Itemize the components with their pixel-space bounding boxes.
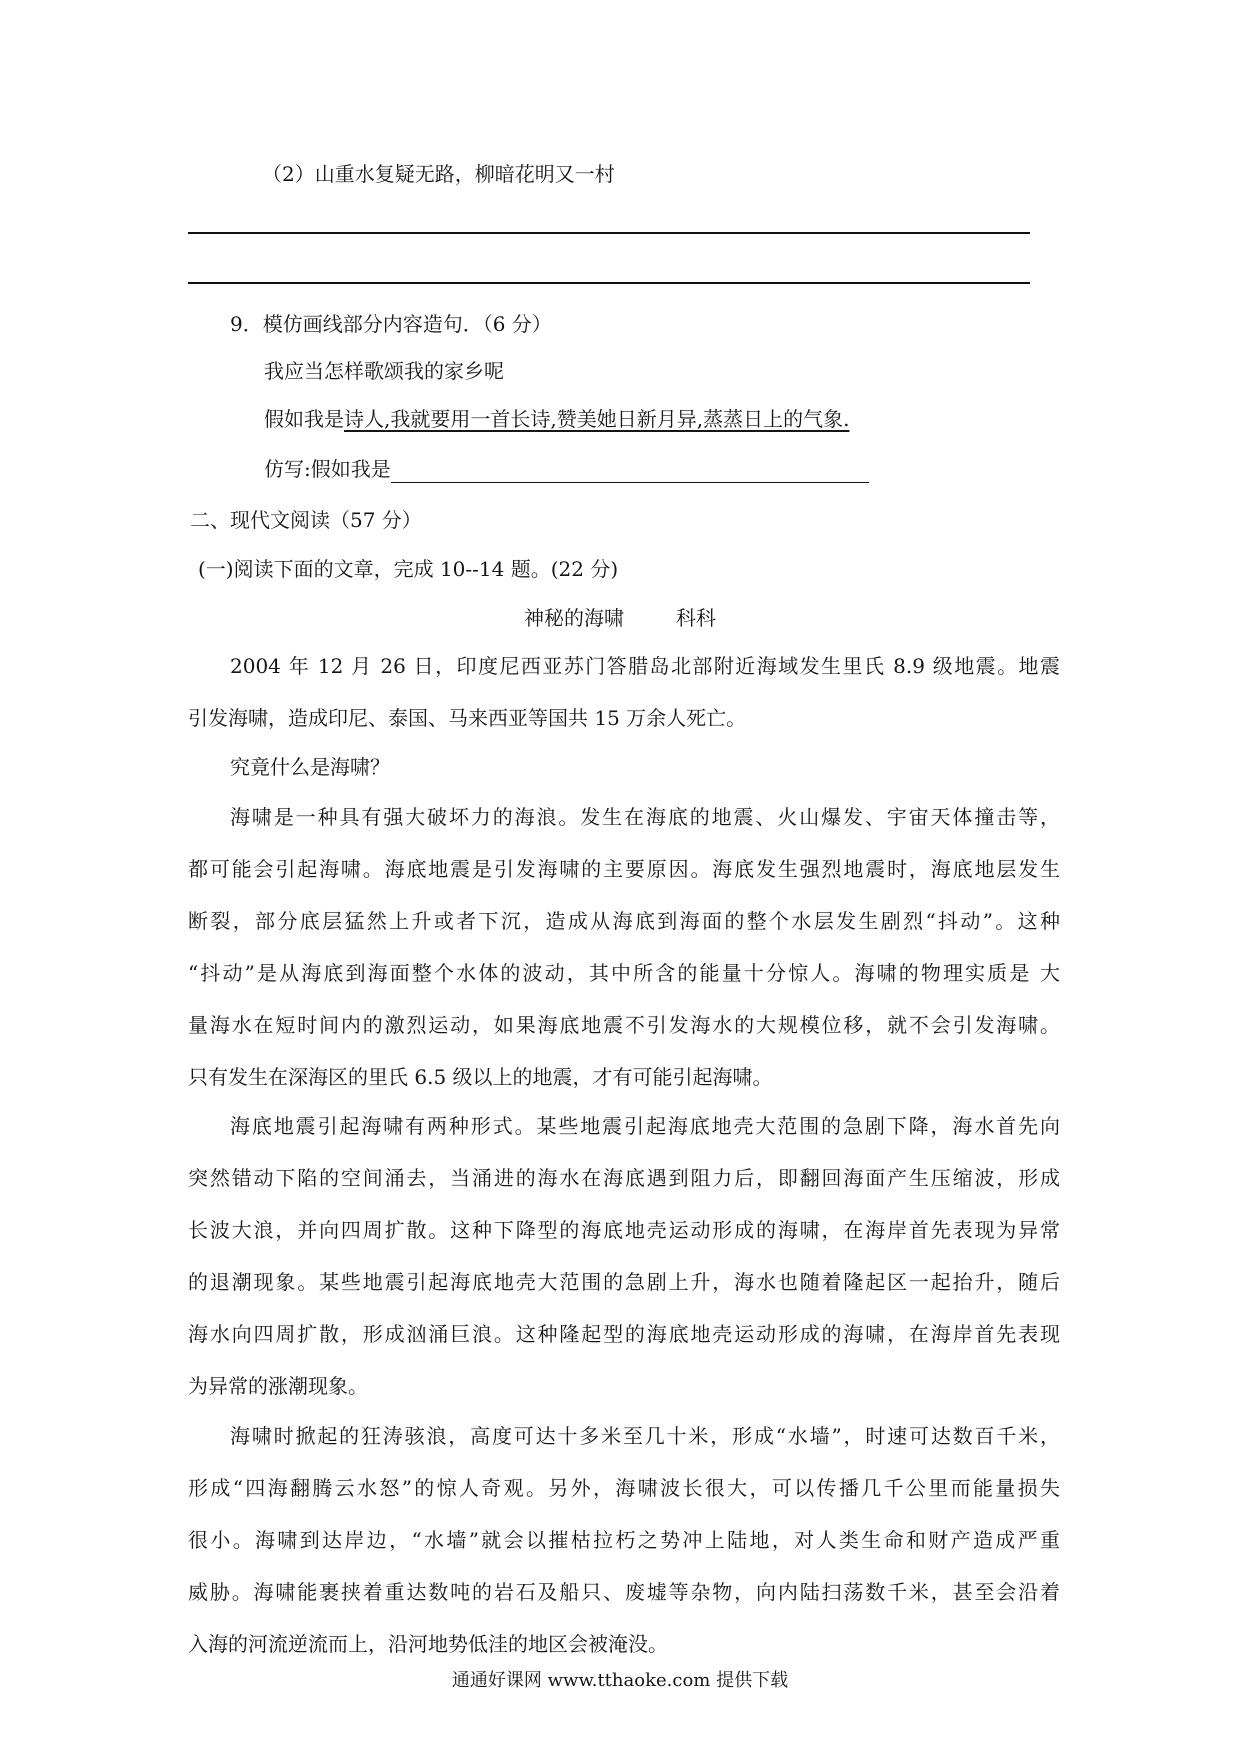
q8-item-2: （2）山重水复疑无路，柳暗花明又一村	[262, 162, 615, 186]
example-prefix: 假如我是	[264, 407, 344, 431]
paragraph-line: 只有发生在深海区的里氏 6.5 级以上的地震，才有可能引起海啸。	[188, 1065, 773, 1089]
paragraph-line: 引发海啸，造成印尼、泰国、马来西亚等国共 15 万余人死亡。	[188, 706, 747, 730]
paragraph-line: “抖动”是从海底到海面整个水体的波动，其中所含的能量十分惊人。海啸的物理实质是 大	[188, 961, 1060, 985]
paragraph-line: 为异常的涨潮现象。	[188, 1374, 368, 1398]
question-9-example	[264, 405, 849, 433]
paragraph-1	[188, 652, 1060, 756]
imitation-answer-blank	[391, 460, 869, 483]
paragraph-2	[188, 753, 1060, 805]
question-9-prompt: 我应当怎样歌颂我的家乡呢	[264, 359, 504, 383]
paragraph-line: 海啸是一种具有强大破坏力的海浪。发生在海底的地震、火山爆发、宇宙天体撞击等，	[230, 805, 1060, 829]
paragraph-line: 很小。海啸到达岸边，“水墙”就会以摧枯拉朽之势冲上陆地，对人类生命和财产造成严重	[188, 1528, 1060, 1552]
paragraph-line: 量海水在短时间内的激烈运动，如果海底地震不引发海水的大规模位移，就不会引发海啸。	[188, 1013, 1060, 1037]
paragraph-line: 形成“四海翻腾云水怒”的惊人奇观。另外，海啸波长很大，可以传播几千公里而能量损失	[188, 1476, 1060, 1500]
answer-line-2	[188, 282, 1030, 284]
example-underlined-part: 诗人,我就要用一首长诗,赞美她日新月异,蒸蒸日上的气象.	[344, 407, 850, 431]
article-title: 神秘的海啸	[524, 606, 624, 630]
article-author: 科科	[676, 606, 716, 630]
section-2-subheading: (一)阅读下面的文章，完成 10--14 题。(22 分)	[198, 557, 619, 581]
paragraph-line: 长波大浪，并向四周扩散。这种下降型的海底地壳运动形成的海啸，在海岸首先表现为异常	[188, 1218, 1060, 1242]
paragraph-4	[188, 1112, 1060, 1424]
paragraph-line: 2004 年 12 月 26 日，印度尼西亚苏门答腊岛北部附近海域发生里氏 8.9 级地震。地震	[230, 654, 1060, 678]
paragraph-line: 入海的河流逆流而上，沿河地势低洼的地区会被淹没。	[188, 1632, 668, 1656]
answer-line-1	[188, 232, 1030, 234]
footer-text: 通通好课网 www.tthaoke.com 提供下载	[451, 1670, 789, 1691]
paragraph-line: 究竟什么是海啸？	[230, 755, 390, 779]
paragraph-line: 的退潮现象。某些地震引起海底地壳大范围的急剧上升，海水也随着隆起区一起抬升，随后	[188, 1270, 1060, 1294]
paragraph-line: 威胁。海啸能裹挟着重达数吨的岩石及船只、废墟等杂物，向内陆扫荡数千米，甚至会沿着	[188, 1580, 1060, 1604]
section-2-heading: 二、现代文阅读（57 分）	[190, 508, 422, 532]
paragraph-line: 海啸时掀起的狂涛骇浪，高度可达十多米至几十米，形成“水墙”，时速可达数百千米，	[230, 1424, 1060, 1448]
paragraph-line: 海水向四周扩散，形成汹涌巨浪。这种隆起型的海底地壳运动形成的海啸，在海岸首先表现	[188, 1322, 1060, 1346]
article-header	[0, 604, 1240, 632]
paragraph-line: 断裂，部分底层猛然上升或者下沉，造成从海底到海面的整个水层发生剧烈“抖动”。这种	[188, 909, 1060, 933]
imitation-label: 仿写:假如我是	[264, 457, 391, 481]
paragraph-5	[188, 1422, 1060, 1682]
paragraph-line: 突然错动下陷的空间涌去，当涌进的海水在海底遇到阻力后，即翻回海面产生压缩波，形成	[188, 1166, 1060, 1190]
paragraph-3	[188, 803, 1060, 1115]
paragraph-line: 海底地震引起海啸有两种形式。某些地震引起海底地壳大范围的急剧下降，海水首先向	[230, 1114, 1060, 1138]
question-9-imitation	[264, 455, 869, 483]
paragraph-line: 都可能会引起海啸。海底地震是引发海啸的主要原因。海底发生强烈地震时，海底地层发生	[188, 857, 1060, 881]
question-9-heading: 9．模仿画线部分内容造句．（6 分）	[230, 312, 552, 336]
